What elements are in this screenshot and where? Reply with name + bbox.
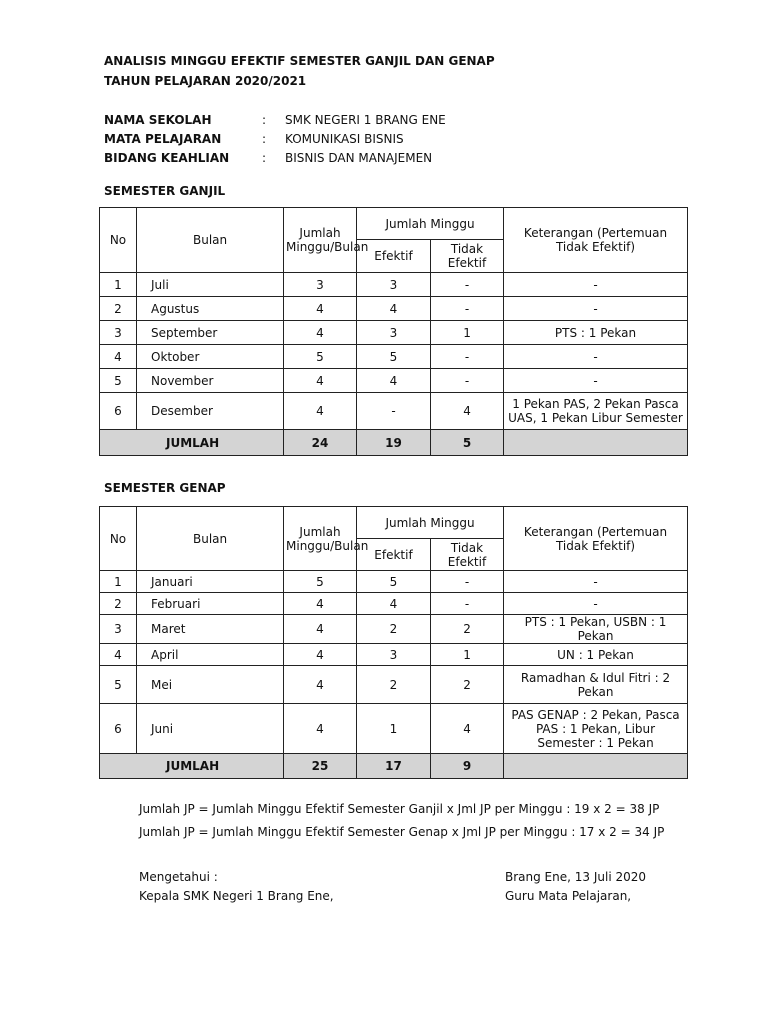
signature-right-line2: Guru Mata Pelajaran,: [505, 889, 632, 903]
total-tidak-efektif: 5: [431, 430, 504, 456]
table-row: [100, 297, 688, 321]
cell-no: 5: [100, 666, 137, 704]
cell-no: 6: [100, 393, 137, 430]
header-efektif: Efektif: [357, 539, 431, 571]
table-ganjil: [99, 207, 688, 456]
info-label-subject: MATA PELAJARAN: [104, 132, 222, 146]
header-bulan: Bulan: [137, 507, 284, 571]
cell-bulan: November: [137, 369, 284, 393]
table-row: [100, 345, 688, 369]
header-jumlah-minggu: Jumlah Minggu: [357, 507, 504, 539]
cell-keterangan: Ramadhan & Idul Fitri : 2 Pekan: [504, 666, 688, 704]
table-row: [100, 666, 688, 704]
info-label-school: NAMA SEKOLAH: [104, 113, 212, 127]
table-row: [100, 615, 688, 644]
info-sep-school: :: [262, 113, 267, 127]
cell-efektif: 3: [357, 321, 431, 345]
cell-tidak-efektif: 1: [431, 321, 504, 345]
cell-no: 1: [100, 273, 137, 297]
total-label: JUMLAH: [100, 754, 284, 779]
cell-bulan: Desember: [137, 393, 284, 430]
cell-tidak-efektif: -: [431, 571, 504, 593]
cell-efektif: 3: [357, 273, 431, 297]
cell-bulan: Februari: [137, 593, 284, 615]
section-heading-ganjil: SEMESTER GANJIL: [104, 184, 226, 198]
table-total-row: [100, 754, 688, 779]
cell-keterangan: PAS GENAP : 2 Pekan, Pasca PAS : 1 Pekan, Libur Semester : 1 Pekan: [504, 704, 688, 754]
calc-ganjil: Jumlah JP = Jumlah Minggu Efektif Semester Ganjil x Jml JP per Minggu : 19 x 2 = 38 JP: [139, 802, 660, 816]
header-keterangan: Keterangan (Pertemuan Tidak Efektif): [504, 208, 688, 273]
cell-efektif: 5: [357, 571, 431, 593]
cell-keterangan: -: [504, 571, 688, 593]
table-total-row: [100, 430, 688, 456]
cell-no: 3: [100, 321, 137, 345]
cell-no: 5: [100, 369, 137, 393]
total-jumlah: 25: [284, 754, 357, 779]
cell-tidak-efektif: 1: [431, 644, 504, 666]
cell-efektif: -: [357, 393, 431, 430]
cell-keterangan: -: [504, 273, 688, 297]
document-title: ANALISIS MINGGU EFEKTIF SEMESTER GANJIL DAN GENAP: [104, 54, 495, 68]
total-tidak-efektif: 9: [431, 754, 504, 779]
header-tidak-efektif: Tidak Efektif: [431, 539, 504, 571]
section-heading-genap: SEMESTER GENAP: [104, 481, 226, 495]
header-jumlah-minggu-bulan: Jumlah Minggu/Bulan: [284, 507, 357, 571]
table-row: [100, 273, 688, 297]
cell-bulan: September: [137, 321, 284, 345]
cell-jumlah: 3: [284, 273, 357, 297]
header-jumlah-minggu: Jumlah Minggu: [357, 208, 504, 240]
cell-bulan: Juli: [137, 273, 284, 297]
table-row: [100, 593, 688, 615]
cell-no: 6: [100, 704, 137, 754]
info-value-subject: KOMUNIKASI BISNIS: [285, 132, 404, 146]
cell-jumlah: 4: [284, 297, 357, 321]
cell-tidak-efektif: -: [431, 297, 504, 321]
signature-left-line2: Kepala SMK Negeri 1 Brang Ene,: [139, 889, 334, 903]
header-bulan: Bulan: [137, 208, 284, 273]
cell-jumlah: 4: [284, 704, 357, 754]
cell-efektif: 2: [357, 666, 431, 704]
table-row: [100, 571, 688, 593]
cell-bulan: Maret: [137, 615, 284, 644]
table-genap: [99, 506, 688, 779]
cell-efektif: 4: [357, 593, 431, 615]
table-row: [100, 321, 688, 345]
info-sep-subject: :: [262, 132, 267, 146]
cell-jumlah: 4: [284, 369, 357, 393]
cell-bulan: Agustus: [137, 297, 284, 321]
cell-bulan: Oktober: [137, 345, 284, 369]
cell-jumlah: 4: [284, 644, 357, 666]
cell-tidak-efektif: 4: [431, 704, 504, 754]
cell-keterangan: 1 Pekan PAS, 2 Pekan Pasca UAS, 1 Pekan Libur Semester: [504, 393, 688, 430]
info-value-field: BISNIS DAN MANAJEMEN: [285, 151, 433, 165]
cell-tidak-efektif: 2: [431, 615, 504, 644]
cell-tidak-efektif: -: [431, 593, 504, 615]
cell-tidak-efektif: -: [431, 345, 504, 369]
cell-bulan: Januari: [137, 571, 284, 593]
header-efektif: Efektif: [357, 240, 431, 273]
info-label-field: BIDANG KEAHLIAN: [104, 151, 230, 165]
cell-efektif: 2: [357, 615, 431, 644]
cell-tidak-efektif: 2: [431, 666, 504, 704]
cell-bulan: April: [137, 644, 284, 666]
signature-right-line1: Brang Ene, 13 Juli 2020: [505, 870, 647, 884]
cell-keterangan: PTS : 1 Pekan, USBN : 1 Pekan: [504, 615, 688, 644]
header-no: No: [100, 208, 137, 273]
cell-efektif: 4: [357, 369, 431, 393]
cell-no: 4: [100, 644, 137, 666]
cell-keterangan: UN : 1 Pekan: [504, 644, 688, 666]
cell-keterangan: -: [504, 369, 688, 393]
cell-jumlah: 4: [284, 593, 357, 615]
header-jumlah-minggu-bulan: Jumlah Minggu/Bulan: [284, 208, 357, 273]
table-row: [100, 393, 688, 430]
cell-jumlah: 4: [284, 393, 357, 430]
signature-left-line1: Mengetahui :: [139, 870, 218, 884]
total-efektif: 17: [357, 754, 431, 779]
total-keterangan: [504, 430, 688, 456]
document-subtitle: TAHUN PELAJARAN 2020/2021: [104, 74, 307, 88]
cell-jumlah: 5: [284, 571, 357, 593]
header-tidak-efektif: Tidak Efektif: [431, 240, 504, 273]
header-keterangan: Keterangan (Pertemuan Tidak Efektif): [504, 507, 688, 571]
cell-jumlah: 4: [284, 321, 357, 345]
cell-no: 2: [100, 297, 137, 321]
total-jumlah: 24: [284, 430, 357, 456]
total-label: JUMLAH: [100, 430, 284, 456]
cell-no: 2: [100, 593, 137, 615]
cell-bulan: Juni: [137, 704, 284, 754]
cell-jumlah: 5: [284, 345, 357, 369]
cell-no: 3: [100, 615, 137, 644]
cell-keterangan: -: [504, 297, 688, 321]
header-no: No: [100, 507, 137, 571]
cell-keterangan: -: [504, 345, 688, 369]
cell-no: 4: [100, 345, 137, 369]
cell-efektif: 3: [357, 644, 431, 666]
cell-efektif: 1: [357, 704, 431, 754]
table-row: [100, 704, 688, 754]
total-efektif: 19: [357, 430, 431, 456]
cell-tidak-efektif: -: [431, 369, 504, 393]
total-keterangan: [504, 754, 688, 779]
cell-bulan: Mei: [137, 666, 284, 704]
table-row: [100, 369, 688, 393]
cell-keterangan: PTS : 1 Pekan: [504, 321, 688, 345]
cell-efektif: 4: [357, 297, 431, 321]
cell-jumlah: 4: [284, 615, 357, 644]
info-value-school: SMK NEGERI 1 BRANG ENE: [285, 113, 446, 127]
info-sep-field: :: [262, 151, 267, 165]
cell-tidak-efektif: -: [431, 273, 504, 297]
cell-keterangan: -: [504, 593, 688, 615]
table-row: [100, 644, 688, 666]
cell-efektif: 5: [357, 345, 431, 369]
cell-jumlah: 4: [284, 666, 357, 704]
cell-tidak-efektif: 4: [431, 393, 504, 430]
cell-no: 1: [100, 571, 137, 593]
calc-genap: Jumlah JP = Jumlah Minggu Efektif Semester Genap x Jml JP per Minggu : 17 x 2 = 34 JP: [139, 825, 665, 839]
